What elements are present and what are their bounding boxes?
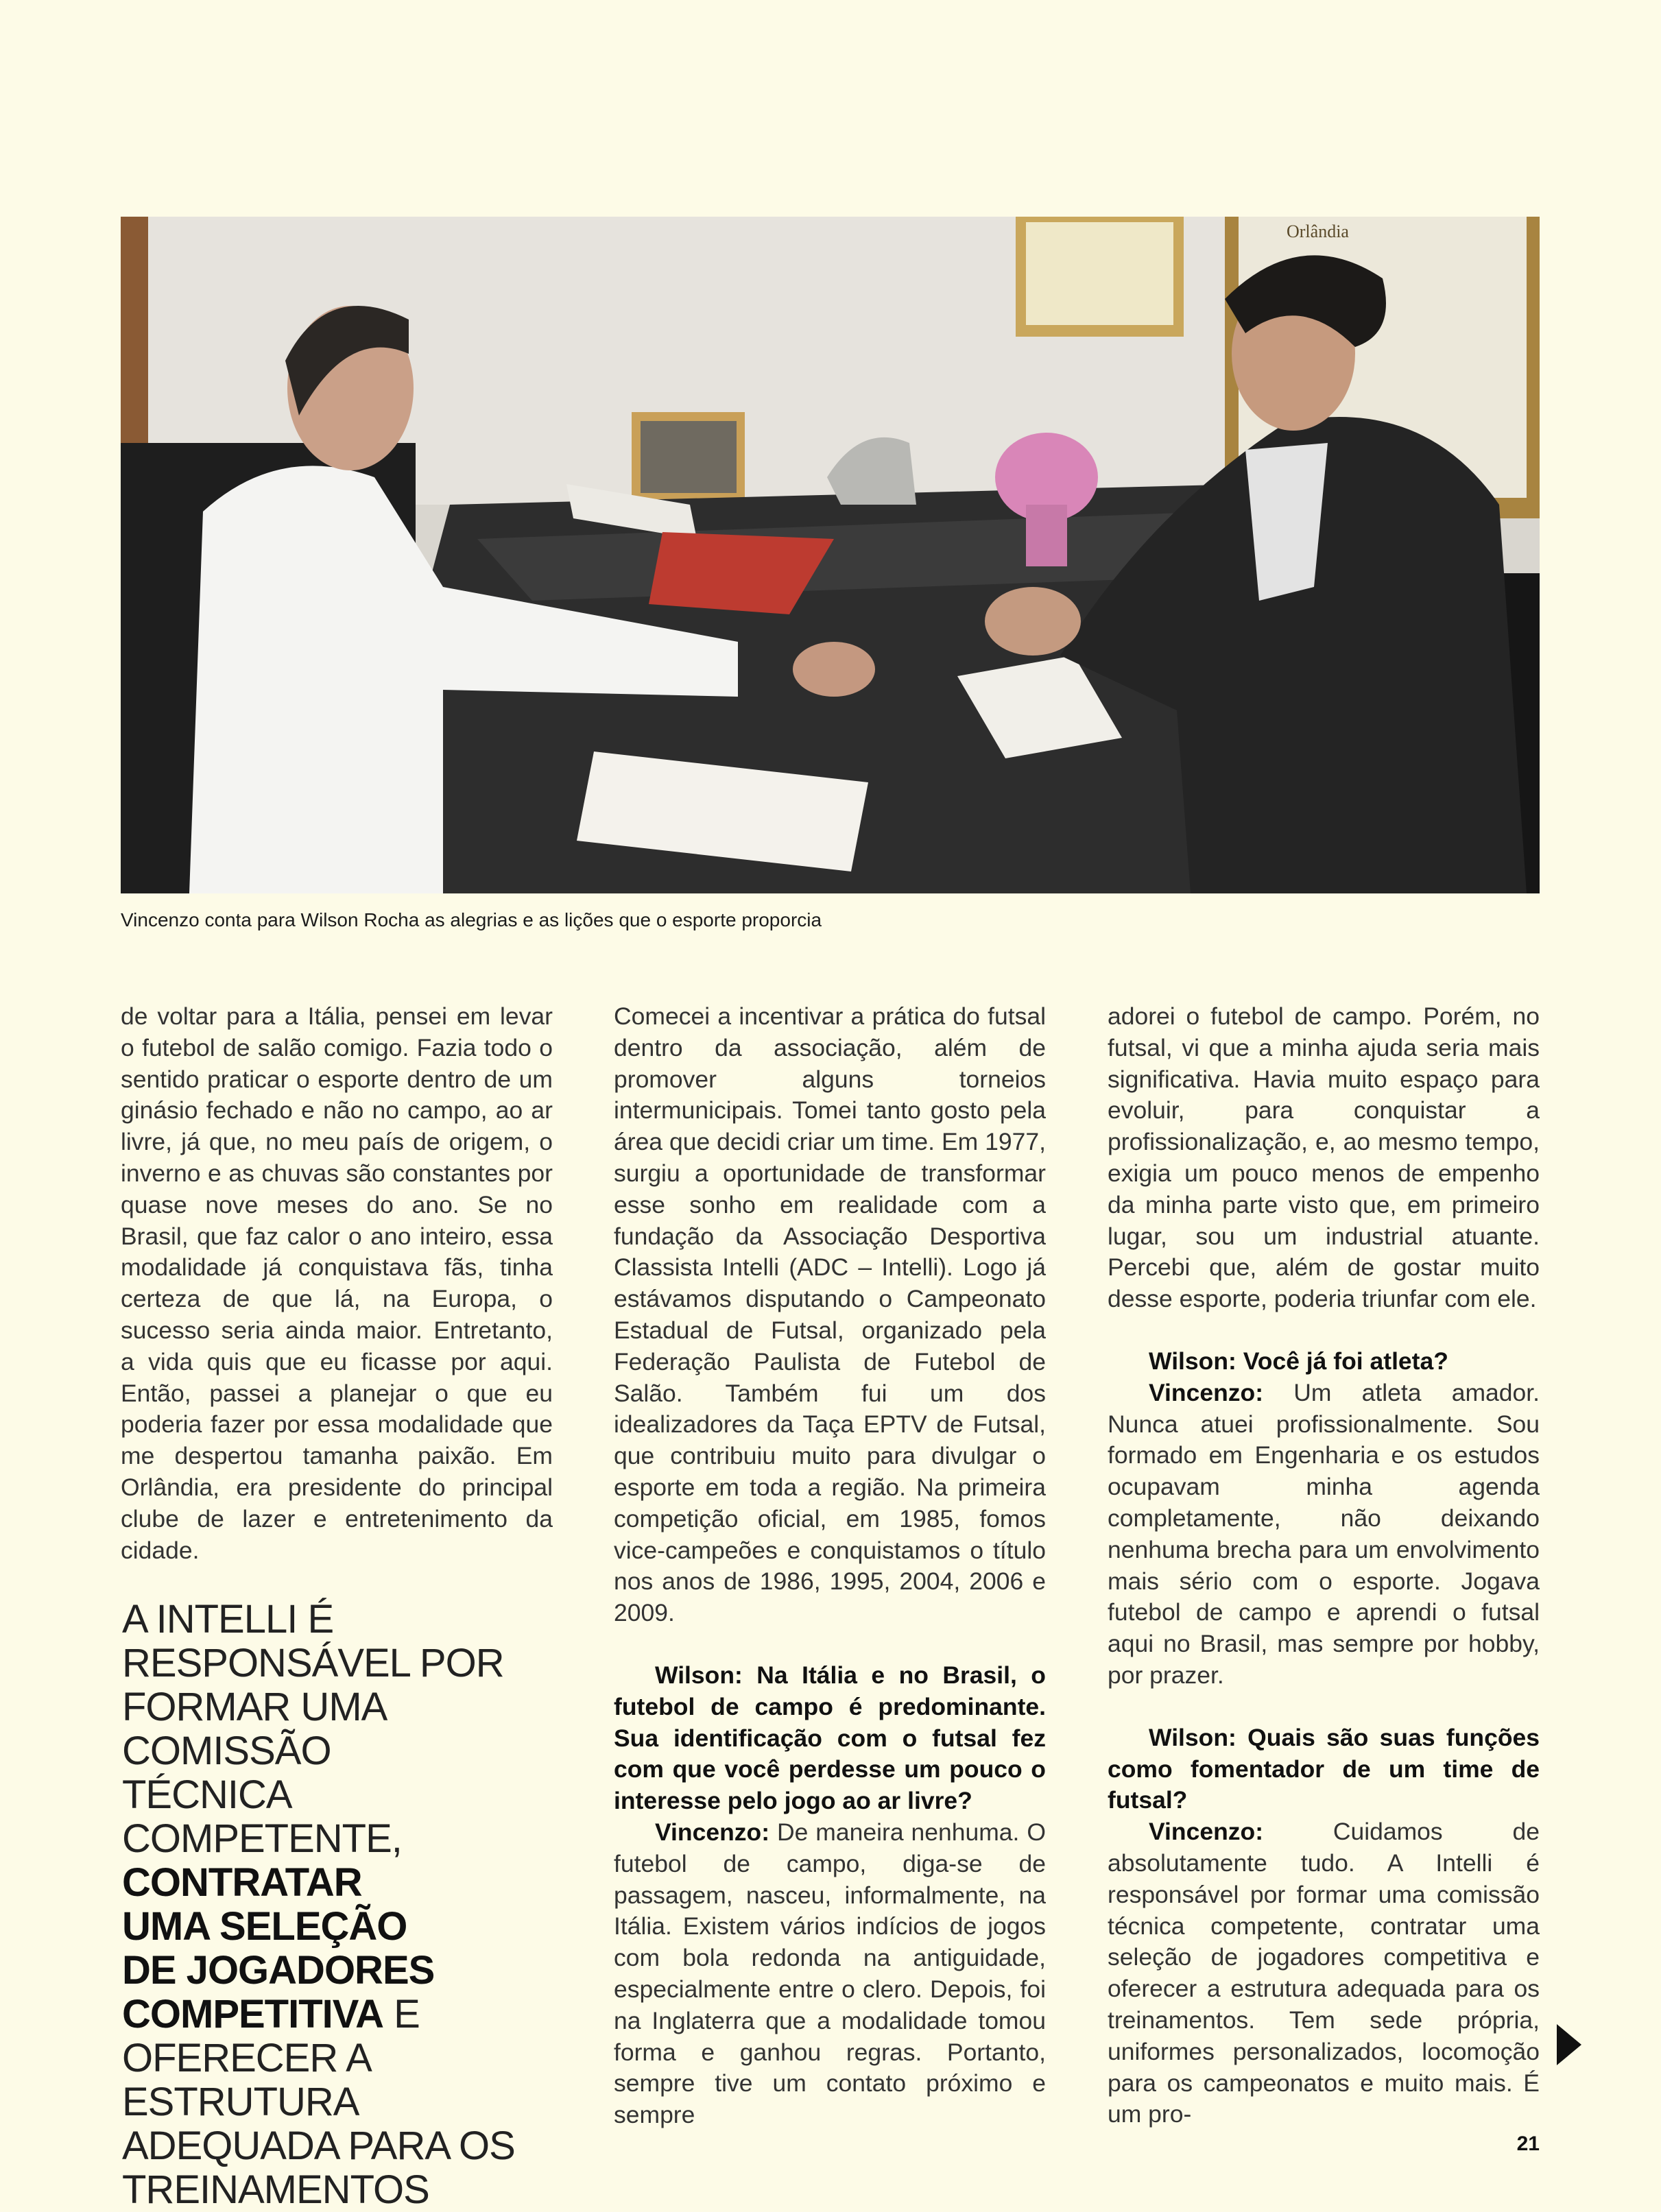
answer-speaker: Vincenzo: xyxy=(1149,1818,1264,1846)
interview-photo xyxy=(121,217,1540,893)
pull-quote xyxy=(122,1598,575,2212)
pull-quote-line: A INTELLI É xyxy=(122,1597,334,1642)
continue-arrow-icon xyxy=(1557,2024,1581,2065)
answer-speaker: Vincenzo: xyxy=(655,1818,770,1846)
body-paragraph: adorei o futebol de campo. Porém, no futsal, vi que a minha ajuda seria mais significativa. Havia muito espaço para evoluir, para conquistar a profissionalização, e, ao mesmo tempo, exigia um pouco menos de empenho da minha parte visto que, em primeiro lugar, sou um industrial atuante. Percebi que, além de gostar muito desse esporte, poderia triunfar com ele. xyxy=(1108,1002,1540,1313)
page-number: 21 xyxy=(1516,2132,1540,2155)
pull-quote-line: FORMAR UMA COMISSÃO xyxy=(122,1685,385,1773)
interview-answer xyxy=(1108,1378,1540,1692)
pull-quote-line: TÉCNICA COMPETENTE, xyxy=(122,1772,402,1861)
body-paragraph: de voltar para a Itália, pensei em levar o futebol de salão comigo. Fazia todo o sentido praticar o esporte dentro de um ginásio fechado e não no campo, ao ar livre, já que, no meu país de origem, o inverno e as chuvas são constantes por quase nove meses do ano. Se no Brasil, que faz calor o ano inteiro, essa modalidade já conquistava fãs, tinha certeza de que lá, na Europa, o sucesso seria ainda maior. Entretanto, a vida quis que eu ficasse por aqui. Então, passei a planejar o que eu poderia fazer por essa modalidade que me despertou tamanha paixão. Em Orlândia, era presidente do principal clube de lazer e entretenimento da cidade. xyxy=(121,1002,553,1564)
office-scene-image xyxy=(121,217,1540,893)
pull-quote-line: TREINAMENTOS xyxy=(122,2167,429,2212)
pull-quote-line: ADEQUADA PARA OS xyxy=(122,2124,515,2168)
interview-question: Wilson: Na Itália e no Brasil, o futebol de campo é predominante. Sua identificação com o futsal fez com que você perdesse um pouco o interesse pelo jogo ao ar livre? xyxy=(614,1661,1046,1815)
pull-quote-bold-word: COMPETITIVA xyxy=(122,1992,384,2036)
pull-quote-bold-line: UMA SELEÇÃO xyxy=(122,1904,407,1949)
pull-quote-line: RESPONSÁVEL POR xyxy=(122,1641,504,1685)
pull-quote-line: OFERECER A ESTRUTURA xyxy=(122,2036,370,2124)
answer-text: Cuidamos de absolutamente tudo. A Intelli é responsável por formar uma comissão técnica competente, contratar uma seleção de jogadores competitiva e oferecer a estrutura adequada para os treinamentos. Tem sede própria, uniformes personalizados, locomoção para os campeonatos e muito mais. É um pro- xyxy=(1108,1818,1540,2128)
article-column-1 xyxy=(121,1001,553,1566)
interview-answer xyxy=(614,1817,1046,2131)
photo-caption: Vincenzo conta para Wilson Rocha as alegrias e as lições que o esporte proporcia xyxy=(121,909,822,930)
interview-answer xyxy=(1108,1816,1540,2130)
pull-quote-bold-line: DE JOGADORES xyxy=(122,1948,435,1993)
answer-text: De maneira nenhuma. O futebol de campo, diga-se de passagem, nasceu, informalmente, na Itália. Existem vários indícios de jogos com bola redonda na antiguidade, especialmente entre o clero. Depois, foi na Inglaterra que a modalidade tomou forma e ganhou regras. Portanto, sempre tive um contato próximo e sempre xyxy=(614,1818,1046,2129)
svg-text:Orlândia: Orlândia xyxy=(1287,221,1349,241)
body-paragraph: Comecei a incentivar a prática do futsal dentro da associação, além de promover alguns torneios intermunicipais. Tomei tanto gosto pela área que decidi criar um time. Em 1977, surgiu a oportunidade de transformar esse sonho em realidade com a fundação da Associação Desportiva Classista Intelli (ADC – Intelli). Logo já estávamos disputando o Campeonato Estadual de Futsal, organizado pela Federação Paulista de Futebol de Salão. Também fui um dos idealizadores da Taça EPTV de Futsal, que contribuiu muito para divulgar o esporte em toda a região. Na primeira competição oficial, em 1985, fomos vice-campeões e conquistamos o título nos anos de 1986, 1995, 2004, 2006 e 2009. xyxy=(614,1002,1046,1627)
answer-text: Um atleta amador. Nunca atuei profissionalmente. Sou formado em Engenharia e os estudos ocupavam minha agenda completamente, não deixando nenhuma brecha para um envolvimento mais sério com o esporte. Jogava futebol de campo e aprendi o futsal aqui no Brasil, mas sempre por hobby, por prazer. xyxy=(1108,1378,1540,1689)
article-column-3 xyxy=(1108,1001,1540,2130)
pull-quote-bold-line: CONTRATAR xyxy=(122,1860,362,1905)
pull-quote-conjunction: E xyxy=(383,1992,420,2036)
interview-question: Wilson: Quais são suas funções como fomentador de um time de futsal? xyxy=(1108,1723,1540,1814)
interview-question: Wilson: Você já foi atleta? xyxy=(1149,1347,1448,1375)
answer-speaker: Vincenzo: xyxy=(1149,1378,1264,1406)
pull-quote-mixed-line xyxy=(122,1993,575,2036)
article-column-2 xyxy=(614,1001,1046,2131)
